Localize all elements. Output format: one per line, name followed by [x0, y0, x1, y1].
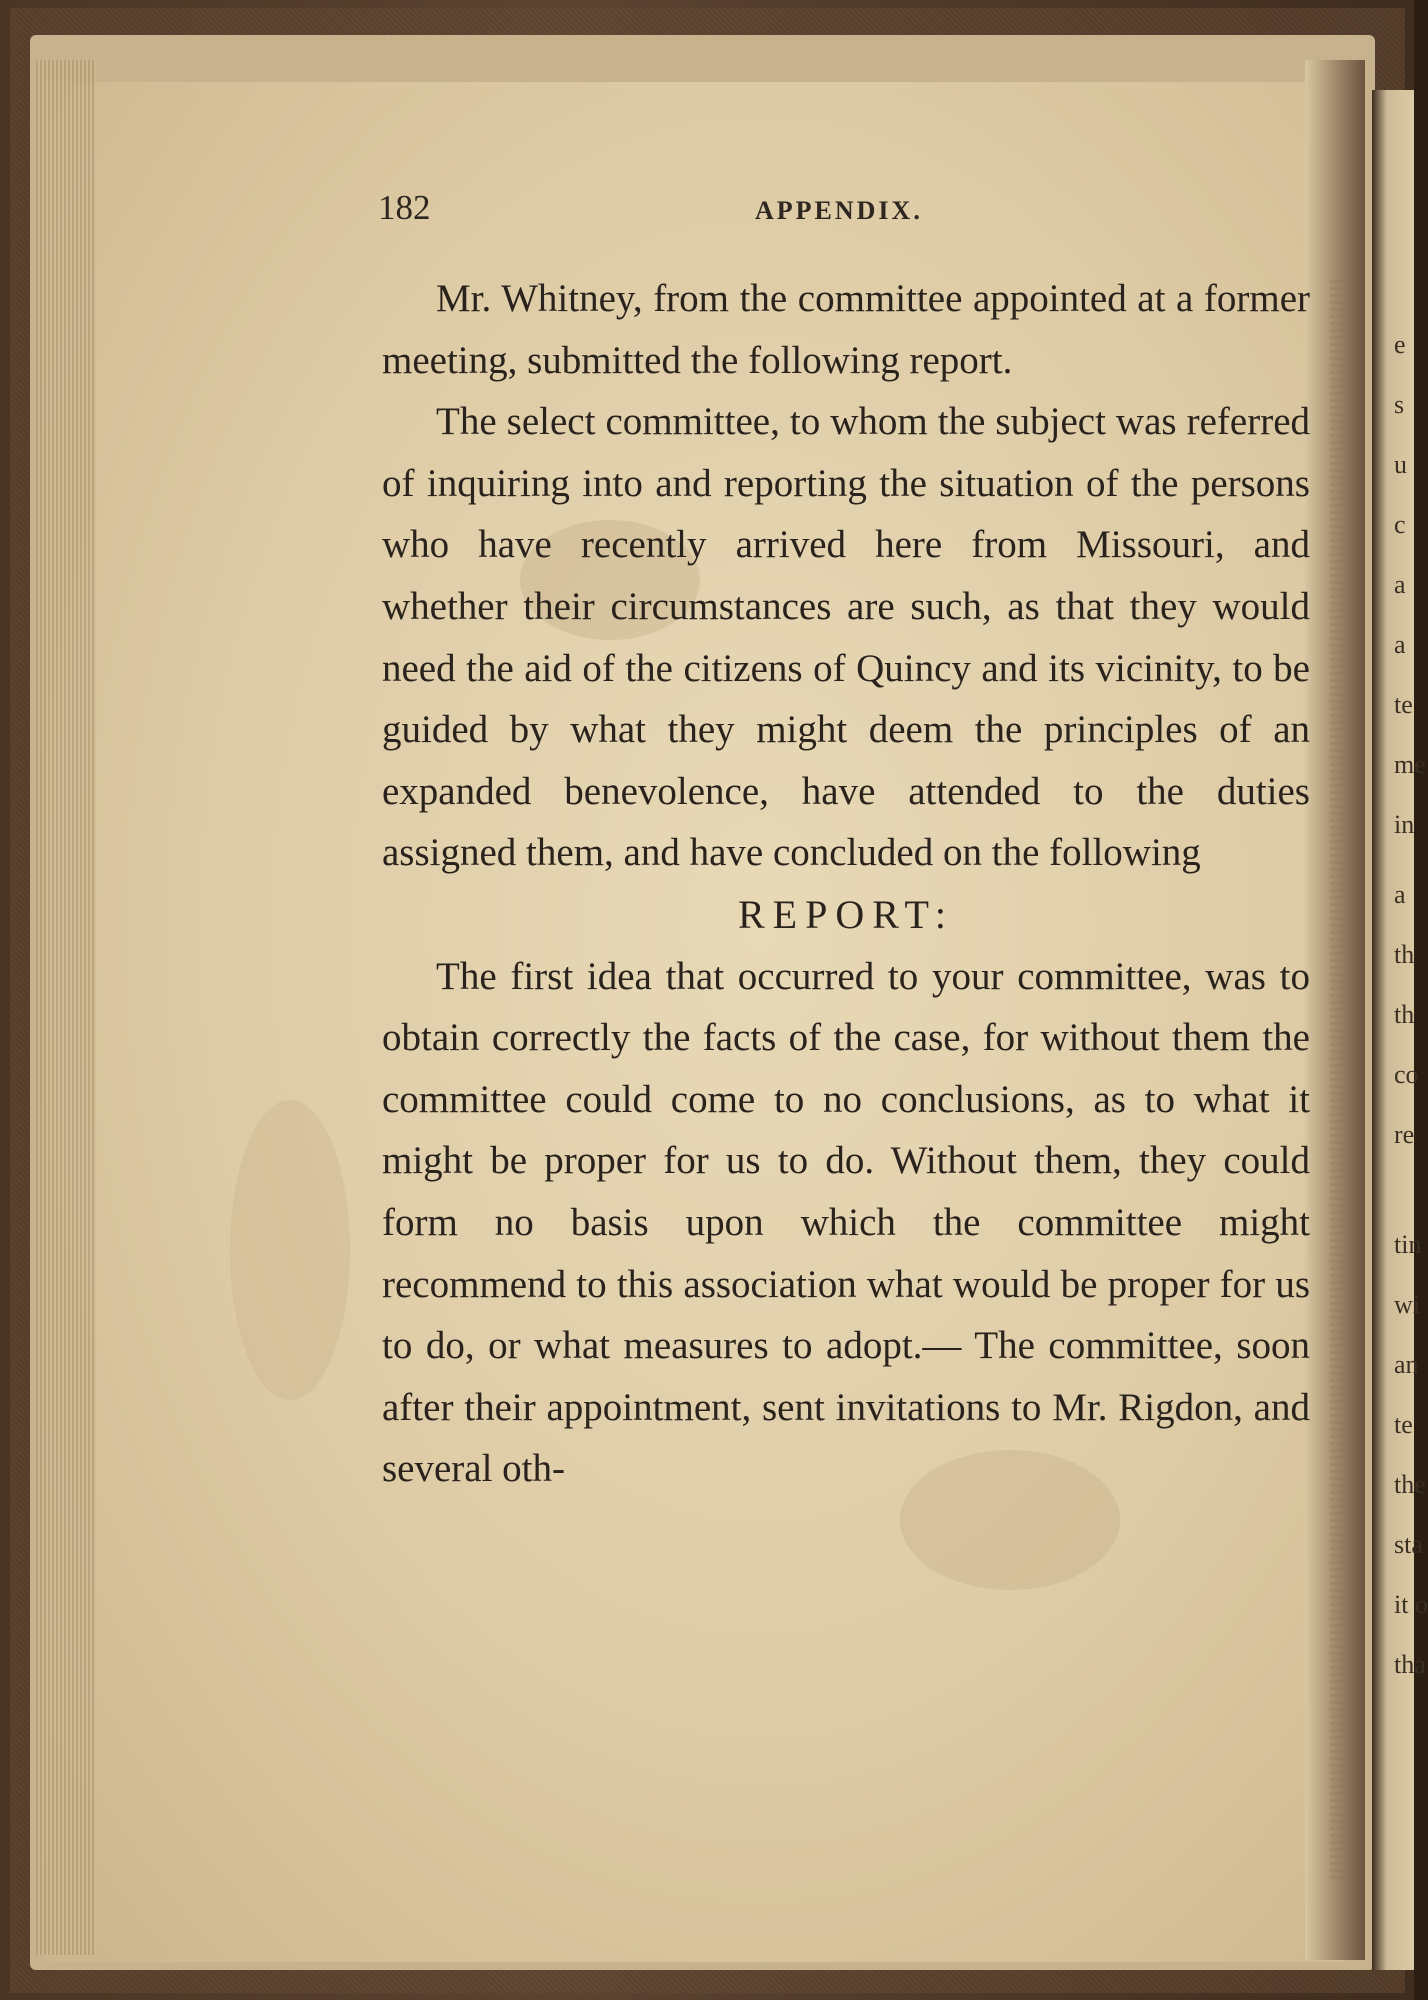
facing-page-fragment: tha — [1394, 1650, 1426, 1679]
paragraph-committee-report: Mr. Whitney, from the committee appointed at a former meeting, submitted the following report. — [382, 277, 1310, 382]
body-text — [382, 268, 1310, 1500]
facing-page-fragment: it o — [1394, 1590, 1428, 1619]
facing-page-fragment: e — [1394, 330, 1406, 359]
foxing-spot — [230, 1100, 350, 1400]
facing-page-fragment: a — [1394, 570, 1406, 599]
paragraph-select-committee: The select committee, to whom the subject was referred of inquiring into and reporting the situation of the persons who have recently arrived here from Missouri, and whether their circumstances are such, as that they would need the aid of the citizens of Quincy and its vicinity, to be guided by what they might deem the principles of an expanded benevolence, have attended to the duties assigned them, and have concluded on the following — [382, 400, 1310, 875]
facing-page-fragment: te — [1394, 1410, 1413, 1439]
facing-page-fragment: re — [1394, 1120, 1415, 1149]
running-header — [0, 188, 1414, 238]
running-head-title: APPENDIX. — [755, 196, 923, 225]
facing-page-fragment: sta — [1394, 1530, 1423, 1559]
section-heading: REPORT: — [737, 891, 955, 937]
facing-page-fragment: te — [1394, 690, 1413, 719]
facing-page-fragment: th — [1394, 940, 1415, 969]
facing-page-fragment: u — [1394, 450, 1407, 479]
facing-page-fragment: co — [1394, 1060, 1419, 1089]
facing-page-fragment: a — [1394, 630, 1406, 659]
facing-page-fragment: tin — [1394, 1230, 1422, 1259]
facing-page-fragment: in — [1394, 810, 1415, 839]
facing-page-fragment: me — [1394, 750, 1426, 779]
facing-page-fragment: an — [1394, 1350, 1419, 1379]
facing-page-fragment: th — [1394, 1000, 1415, 1029]
page-number: 182 — [378, 188, 431, 227]
paragraph-first-idea: The first idea that occurred to your committee, was to obtain correctly the facts of the case, for without them the committee could come to no conclusions, as to what it might be proper for us to do. Without them, they could form no basis upon which the committee might recommend to this association what would be proper for us to do, or what measures to adopt.— The committee, soon after their appointment, sent invitations to Mr. Rigdon, and several oth- — [382, 954, 1310, 1491]
facing-page-fragment: wi — [1394, 1290, 1420, 1319]
facing-page-fragment: a — [1394, 880, 1406, 909]
facing-page-fragment: c — [1394, 510, 1406, 539]
page-edges — [36, 60, 96, 1955]
gutter-stitching — [1330, 280, 1346, 1880]
facing-page-fragment: the — [1394, 1470, 1426, 1499]
facing-page-fragment: s — [1394, 390, 1405, 419]
facing-page-edge — [1372, 90, 1428, 1970]
